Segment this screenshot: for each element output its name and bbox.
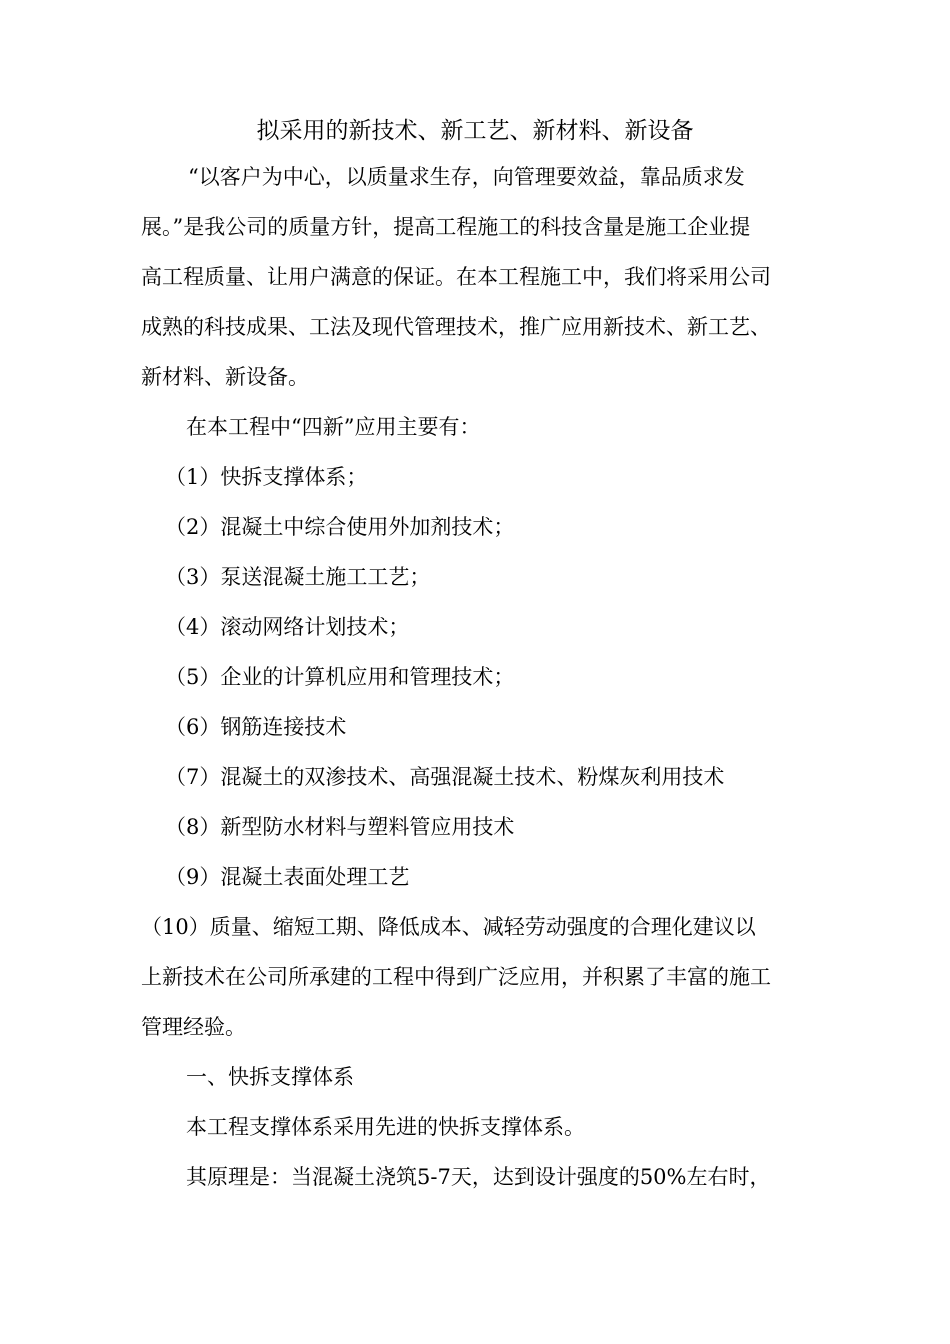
paragraph-line: 在本工程中“四新”应用主要有： bbox=[186, 415, 481, 439]
paragraph-line: 其原理是：当混凝土浇筑5-7天，达到设计强度的50%左右时， bbox=[186, 1165, 771, 1189]
list-item: （7）混凝土的双渗技术、高强混凝土技术、粉煤灰利用技术 bbox=[165, 765, 725, 789]
document-title: 拟采用的新技术、新工艺、新材料、新设备 bbox=[256, 118, 694, 144]
list-item: （1）快拆支撑体系； bbox=[165, 465, 368, 489]
section-heading: 一、快拆支撑体系 bbox=[186, 1065, 354, 1089]
paragraph-line: 展。”是我公司的质量方针，提高工程施工的科技含量是施工企业提 bbox=[141, 215, 751, 239]
paragraph-line: 高工程质量、让用户满意的保证。在本工程施工中，我们将采用公司 bbox=[141, 265, 771, 289]
list-item: （2）混凝土中综合使用外加剂技术； bbox=[165, 515, 515, 539]
paragraph-line: 成熟的科技成果、工法及现代管理技术，推广应用新技术、新工艺、 bbox=[141, 315, 771, 339]
paragraph-line: 管理经验。 bbox=[141, 1015, 246, 1039]
paragraph-line: 本工程支撑体系采用先进的快拆支撑体系。 bbox=[186, 1115, 585, 1139]
list-item: （6）钢筋连接技术 bbox=[165, 715, 347, 739]
paragraph-line: 新材料、新设备。 bbox=[141, 365, 309, 389]
list-item: （5）企业的计算机应用和管理技术； bbox=[165, 665, 515, 689]
list-item: （3）泵送混凝土施工工艺； bbox=[165, 565, 431, 589]
list-item: （4）滚动网络计划技术； bbox=[165, 615, 410, 639]
paragraph-line: “以客户为中心，以质量求生存，向管理要效益，靠品质求发 bbox=[188, 165, 745, 189]
list-item: （8）新型防水材料与塑料管应用技术 bbox=[165, 815, 515, 839]
paragraph-line: （10）质量、缩短工期、降低成本、减轻劳动强度的合理化建议以 bbox=[141, 915, 756, 939]
list-item: （9）混凝土表面处理工艺 bbox=[165, 865, 410, 889]
paragraph-line: 上新技术在公司所承建的工程中得到广泛应用，并积累了丰富的施工 bbox=[141, 965, 771, 989]
